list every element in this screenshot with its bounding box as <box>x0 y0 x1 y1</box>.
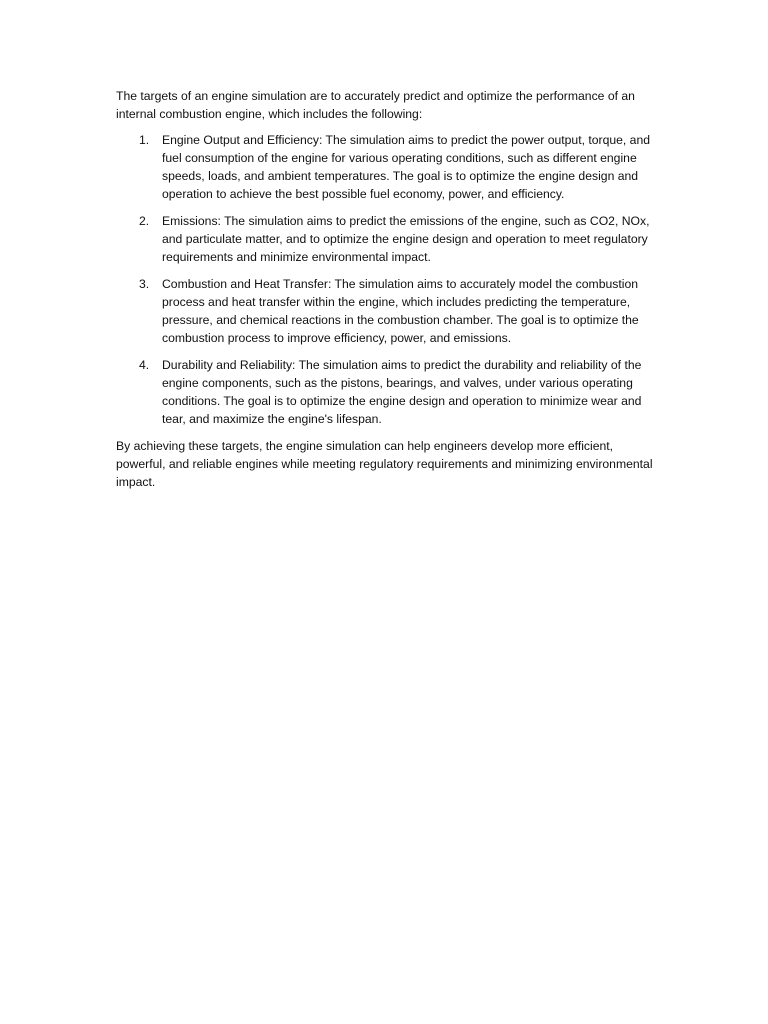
list-item <box>116 356 654 428</box>
conclusion-paragraph: By achieving these targets, the engine simulation can help engineers develop more efficient, powerful, and reliable engines while meeting regulatory requirements and minimizing environmental impact. <box>116 439 653 489</box>
list-item-text: Durability and Reliability: The simulation aims to predict the durability and reliability of the engine components, such as the pistons, bearings, and valves, under various operating conditions. The goal is to optimize the engine design and operation to minimize wear and tear, and maximize the engine's lifespan. <box>162 358 642 426</box>
intro-paragraph: The targets of an engine simulation are to accurately predict and optimize the performance of an internal combustion engine, which includes the following: <box>116 89 635 121</box>
targets-list <box>116 131 654 428</box>
list-item <box>116 131 654 203</box>
list-item-text: Engine Output and Efficiency: The simulation aims to predict the power output, torque, and fuel consumption of the engine for various operating conditions, such as different engine speeds, loads, and ambient temperatures. The goal is to optimize the engine design and operation to achieve the best possible fuel economy, power, and efficiency. <box>162 133 651 201</box>
document-body <box>116 87 654 499</box>
list-item-text: Emissions: The simulation aims to predict the emissions of the engine, such as CO2, NOx, and particulate matter, and to optimize the engine design and operation to meet regulatory requirements and minimize environmental impact. <box>162 214 650 264</box>
list-item-text: Combustion and Heat Transfer: The simulation aims to accurately model the combustion process and heat transfer within the engine, which includes predicting the temperature, pressure, and chemical reactions in the combustion chamber. The goal is to optimize the combustion process to improve efficiency, power, and emissions. <box>162 277 639 345</box>
list-item-number: 2. <box>139 214 150 228</box>
list-item <box>116 275 654 347</box>
list-item <box>116 212 654 266</box>
list-item-number: 1. <box>139 133 150 147</box>
list-item-number: 3. <box>139 277 150 291</box>
list-item-number: 4. <box>139 358 150 372</box>
